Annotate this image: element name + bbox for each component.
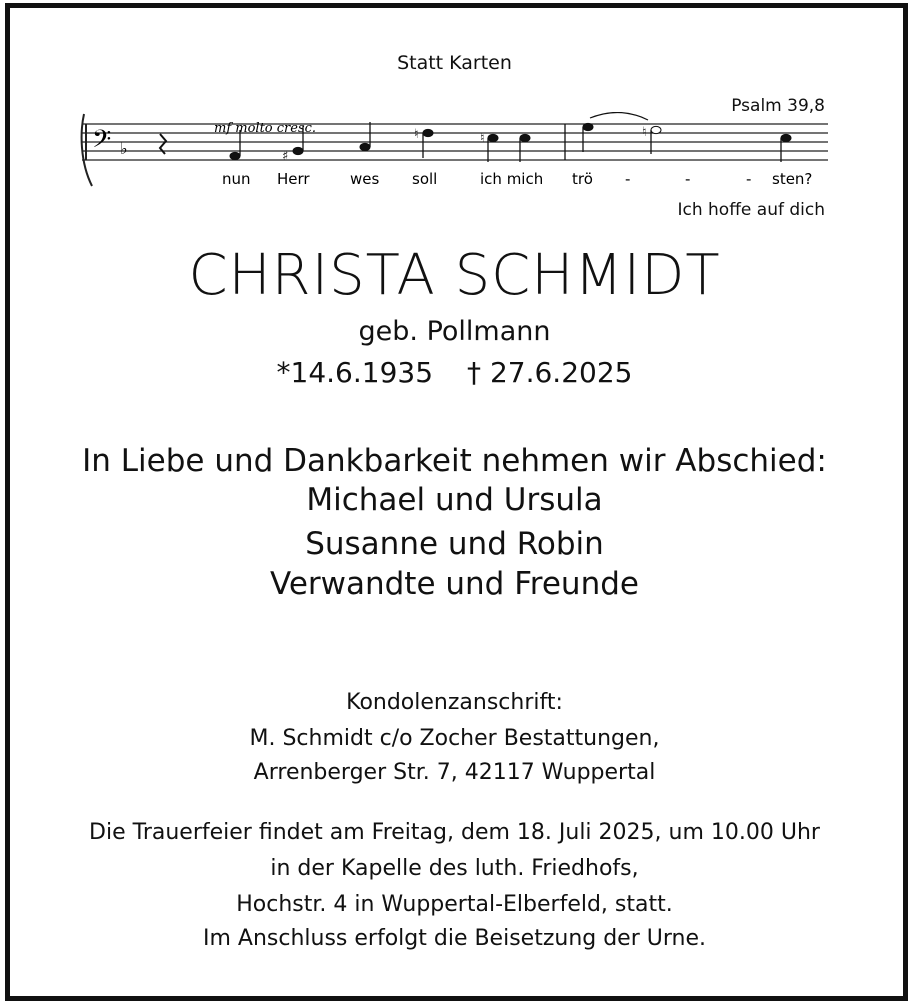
condolence-address-line: M. Schmidt c/o Zocher Bestattungen, [249, 726, 660, 751]
lyric-word: soll [412, 170, 438, 188]
funeral-info-line: in der Kapelle des luth. Friedhofs, [270, 856, 639, 881]
funeral-info-line: Die Trauerfeier findet am Freitag, dem 18. Juli 2025, um 10.00 Uhr [89, 820, 820, 845]
life-dates [0, 356, 909, 389]
lyric-word: - [685, 170, 691, 188]
note-head [488, 134, 498, 141]
natural-icon: ♮ [480, 131, 485, 146]
note-head [583, 123, 593, 130]
header-title: Statt Karten [397, 52, 512, 74]
note-head [360, 143, 370, 150]
natural-icon: ♮ [642, 125, 647, 140]
bass-clef-icon: 𝄢 [92, 125, 112, 160]
dynamics-marking: mf molto cresc. [214, 121, 317, 136]
sharp-icon: ♯ [282, 149, 289, 164]
maiden-name: geb. Pollmann [358, 316, 551, 347]
funeral-info-line: Hochstr. 4 in Wuppertal-Elberfeld, statt. [236, 892, 673, 917]
mourners-intro: In Liebe und Dankbarkeit nehmen wir Abschied: [82, 443, 827, 479]
lyric-word: Herr [277, 170, 310, 188]
lyric-word: wes [350, 170, 380, 188]
note-head [781, 134, 791, 141]
note-head [520, 134, 530, 141]
slur-icon [590, 112, 648, 120]
death-date: † 27.6.2025 [467, 356, 633, 389]
lyrics-line [222, 170, 812, 188]
condolence-label: Kondolenzanschrift: [346, 690, 563, 715]
deceased-name: CHRISTA SCHMIDT [188, 243, 721, 308]
flat-icon: ♭ [120, 139, 128, 158]
note-head [230, 152, 240, 159]
lyric-word: nun [222, 170, 251, 188]
lyric-word: sten? [772, 170, 813, 188]
lyric-word: trö [572, 170, 593, 188]
lyric-word: - [746, 170, 752, 188]
condolence-address-line: Arrenberger Str. 7, 42117 Wuppertal [253, 760, 656, 785]
birth-date: *14.6.1935 [276, 356, 434, 389]
note-head [651, 126, 661, 133]
note-head [423, 129, 433, 136]
staff-lines [82, 124, 828, 160]
lyric-word: - [625, 170, 631, 188]
natural-icon: ♮ [414, 127, 419, 142]
mourner-name: Verwandte und Freunde [270, 566, 639, 602]
lyric-word: ich mich [480, 170, 544, 188]
funeral-info-line: Im Anschluss erfolgt die Beisetzung der Urne. [203, 926, 706, 951]
mourner-name: Susanne und Robin [305, 526, 604, 562]
music-notation [80, 112, 828, 192]
mourner-name: Michael und Ursula [306, 482, 603, 518]
psalm-translation: Ich hoffe auf dich [677, 200, 825, 220]
psalm-reference: Psalm 39,8 [731, 96, 825, 116]
note-head [293, 147, 303, 154]
